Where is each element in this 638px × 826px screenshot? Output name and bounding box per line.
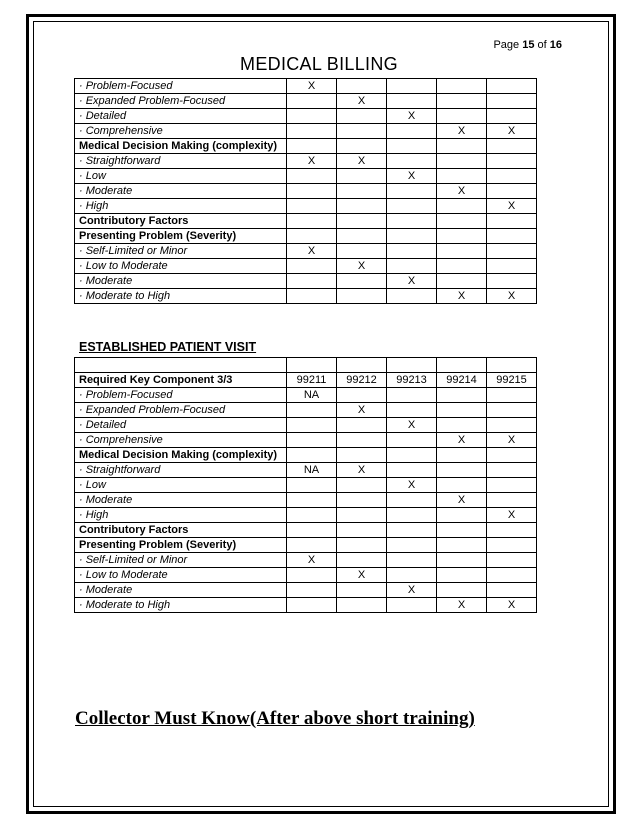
table-cell — [337, 478, 387, 493]
table-cell — [437, 463, 487, 478]
table-cell — [487, 109, 537, 124]
row-label: · Low to Moderate — [75, 259, 287, 274]
row-label: · Moderate — [75, 274, 287, 289]
table-row — [75, 109, 537, 124]
table-cell — [487, 79, 537, 94]
table-cell — [487, 568, 537, 583]
table-cell — [437, 403, 487, 418]
row-label: · High — [75, 199, 287, 214]
table-cell — [287, 418, 337, 433]
table-cell — [487, 214, 537, 229]
table-cell — [287, 214, 337, 229]
row-heading: Contributory Factors — [75, 523, 287, 538]
table-cell — [287, 229, 337, 244]
row-label: · Moderate to High — [75, 289, 287, 304]
table-cell — [287, 538, 337, 553]
table-cell: X — [287, 244, 337, 259]
row-label: · Self-Limited or Minor — [75, 244, 287, 259]
table-cell — [337, 433, 387, 448]
table-cell — [337, 79, 387, 94]
table-cell: X — [487, 289, 537, 304]
table-cell: X — [387, 418, 437, 433]
table-cell — [387, 184, 437, 199]
table-cell: X — [487, 508, 537, 523]
table-cell — [487, 358, 537, 373]
table-row — [75, 523, 537, 538]
table-row — [75, 388, 537, 403]
row-label: · Straightforward — [75, 154, 287, 169]
table-cell — [287, 124, 337, 139]
table-cell: X — [437, 124, 487, 139]
table-cell — [487, 169, 537, 184]
table-row — [75, 214, 537, 229]
row-label: · Detailed — [75, 418, 287, 433]
table-cell — [437, 568, 487, 583]
table-cell: 99211 — [287, 373, 337, 388]
table-cell: X — [437, 598, 487, 613]
table-cell — [337, 109, 387, 124]
table-cell — [487, 274, 537, 289]
table-cell — [387, 508, 437, 523]
table-cell — [387, 199, 437, 214]
table-cell: X — [337, 259, 387, 274]
table-row — [75, 289, 537, 304]
row-heading: Presenting Problem (Severity) — [75, 229, 287, 244]
table-cell — [337, 229, 387, 244]
table-row — [75, 568, 537, 583]
table-cell — [437, 583, 487, 598]
table-cell: X — [487, 433, 537, 448]
row-heading: Presenting Problem (Severity) — [75, 538, 287, 553]
table-cell — [437, 538, 487, 553]
table-row — [75, 448, 537, 463]
table-row — [75, 259, 537, 274]
table-cell — [287, 583, 337, 598]
table-cell — [337, 139, 387, 154]
table-cell — [337, 583, 387, 598]
table-cell — [387, 289, 437, 304]
table-cell: X — [437, 493, 487, 508]
table-cell — [437, 508, 487, 523]
table-cell — [287, 199, 337, 214]
table-cell — [387, 493, 437, 508]
row-label: · High — [75, 508, 287, 523]
table-cell — [387, 538, 437, 553]
table-cell: X — [387, 169, 437, 184]
table-cell — [437, 79, 487, 94]
row-label: · Low to Moderate — [75, 568, 287, 583]
table-cell — [437, 94, 487, 109]
table-cell — [337, 214, 387, 229]
table-cell — [387, 463, 437, 478]
table-cell: 99212 — [337, 373, 387, 388]
table-cell: 99213 — [387, 373, 437, 388]
table-cell — [337, 184, 387, 199]
table-cell — [287, 259, 337, 274]
table-cell — [337, 493, 387, 508]
table-row — [75, 403, 537, 418]
table-cell — [387, 433, 437, 448]
table-cell — [287, 184, 337, 199]
table-cell: X — [287, 154, 337, 169]
table-cell — [287, 448, 337, 463]
table-cell: X — [337, 403, 387, 418]
table-row — [75, 274, 537, 289]
row-label: · Moderate to High — [75, 598, 287, 613]
row-label: · Expanded Problem-Focused — [75, 403, 287, 418]
table-cell — [487, 244, 537, 259]
table-cell — [337, 124, 387, 139]
table-row — [75, 418, 537, 433]
table-cell: X — [287, 79, 337, 94]
table-row — [75, 493, 537, 508]
table-cell — [337, 244, 387, 259]
table-cell — [387, 553, 437, 568]
table-cell: 99214 — [437, 373, 487, 388]
table-cell — [437, 244, 487, 259]
table-cell — [437, 139, 487, 154]
table-cell — [437, 259, 487, 274]
table-cell — [387, 259, 437, 274]
document-title: MEDICAL BILLING — [240, 54, 398, 74]
table-cell — [437, 478, 487, 493]
table-cell — [337, 388, 387, 403]
table-cell — [337, 169, 387, 184]
row-label: · Low — [75, 169, 287, 184]
table-cell — [437, 229, 487, 244]
table-cell — [387, 598, 437, 613]
table-cell — [487, 478, 537, 493]
table-cell — [337, 523, 387, 538]
table-cell — [437, 169, 487, 184]
table-cell — [337, 538, 387, 553]
table-cell — [437, 448, 487, 463]
table-cell: X — [387, 583, 437, 598]
table-cell — [487, 418, 537, 433]
table-cell: X — [387, 478, 437, 493]
table-row — [75, 583, 537, 598]
row-heading: Medical Decision Making (complexity) — [75, 448, 287, 463]
table-cell — [437, 358, 487, 373]
table-cell — [337, 598, 387, 613]
table-cell — [387, 388, 437, 403]
complexity-table-new-patient — [74, 78, 537, 304]
table-cell — [387, 229, 437, 244]
row-heading: Contributory Factors — [75, 214, 287, 229]
table-row — [75, 154, 537, 169]
table-cell — [387, 139, 437, 154]
table-cell — [337, 358, 387, 373]
table-cell — [487, 463, 537, 478]
table-cell — [487, 403, 537, 418]
table-row — [75, 553, 537, 568]
row-label: · Moderate — [75, 583, 287, 598]
table-cell — [437, 418, 487, 433]
row-label: · Detailed — [75, 109, 287, 124]
table-cell — [387, 523, 437, 538]
table-cell: X — [337, 463, 387, 478]
table-cell — [437, 523, 487, 538]
table-cell: X — [487, 124, 537, 139]
row-label — [75, 358, 287, 373]
row-label: · Problem-Focused — [75, 79, 287, 94]
row-heading: Required Key Component 3/3 — [75, 373, 287, 388]
table-row — [75, 199, 537, 214]
row-label: · Low — [75, 478, 287, 493]
table-cell — [437, 154, 487, 169]
complexity-table-established-patient — [74, 357, 537, 613]
table-row — [75, 373, 537, 388]
table-cell — [337, 553, 387, 568]
table-cell: X — [487, 598, 537, 613]
table-row — [75, 184, 537, 199]
row-label: · Comprehensive — [75, 124, 287, 139]
table-row — [75, 94, 537, 109]
table-cell — [287, 109, 337, 124]
table-row — [75, 478, 537, 493]
table-cell — [387, 358, 437, 373]
table-cell — [287, 493, 337, 508]
table-cell — [337, 508, 387, 523]
table-cell: NA — [287, 388, 337, 403]
table-cell — [387, 403, 437, 418]
row-label: · Moderate — [75, 493, 287, 508]
table-cell: 99215 — [487, 373, 537, 388]
table-cell: X — [287, 553, 337, 568]
table-cell — [487, 448, 537, 463]
table-cell — [437, 199, 487, 214]
table-cell — [487, 523, 537, 538]
row-label: · Expanded Problem-Focused — [75, 94, 287, 109]
table-cell — [337, 199, 387, 214]
table-cell — [437, 214, 487, 229]
table-cell — [337, 289, 387, 304]
table-row — [75, 229, 537, 244]
table-cell: X — [387, 274, 437, 289]
table-cell — [387, 214, 437, 229]
table-cell — [287, 358, 337, 373]
table-cell — [487, 139, 537, 154]
page-number: Page 15 of 16 — [493, 39, 562, 51]
section-title-established-patient: ESTABLISHED PATIENT VISIT — [79, 340, 257, 354]
table-cell — [287, 274, 337, 289]
table-row — [75, 538, 537, 553]
row-label: · Self-Limited or Minor — [75, 553, 287, 568]
table-row — [75, 139, 537, 154]
table-cell — [487, 154, 537, 169]
table-cell — [437, 553, 487, 568]
row-label: · Problem-Focused — [75, 388, 287, 403]
table-cell — [337, 448, 387, 463]
table-cell — [387, 244, 437, 259]
table-cell — [387, 79, 437, 94]
row-label: · Comprehensive — [75, 433, 287, 448]
table-cell — [287, 289, 337, 304]
table-cell — [487, 259, 537, 274]
table-cell — [487, 94, 537, 109]
table-row — [75, 508, 537, 523]
table-cell — [387, 154, 437, 169]
table-row — [75, 244, 537, 259]
table-cell — [287, 598, 337, 613]
row-heading: Medical Decision Making (complexity) — [75, 139, 287, 154]
table-row — [75, 79, 537, 94]
table-cell — [287, 433, 337, 448]
row-label: · Straightforward — [75, 463, 287, 478]
table-cell — [287, 139, 337, 154]
table-cell — [437, 388, 487, 403]
table-cell — [487, 493, 537, 508]
table-cell — [287, 94, 337, 109]
table-cell: X — [437, 184, 487, 199]
table-cell — [487, 553, 537, 568]
table-row — [75, 598, 537, 613]
table-cell — [487, 229, 537, 244]
table-cell — [487, 184, 537, 199]
table-cell: X — [387, 109, 437, 124]
table-row — [75, 124, 537, 139]
table-cell: X — [487, 199, 537, 214]
table-cell — [387, 448, 437, 463]
table-cell — [287, 478, 337, 493]
table-row — [75, 358, 537, 373]
table-row — [75, 463, 537, 478]
table-cell — [387, 568, 437, 583]
table-cell — [287, 508, 337, 523]
collector-heading: Collector Must Know(After above short training) — [75, 708, 475, 729]
table-row — [75, 433, 537, 448]
table-cell: NA — [287, 463, 337, 478]
table-cell — [487, 388, 537, 403]
table-cell — [287, 523, 337, 538]
table-cell — [287, 169, 337, 184]
table-cell — [287, 403, 337, 418]
table-cell — [437, 109, 487, 124]
table-cell — [337, 418, 387, 433]
table-cell — [437, 274, 487, 289]
table-cell — [337, 274, 387, 289]
table-cell: X — [337, 568, 387, 583]
table-cell: X — [437, 289, 487, 304]
table-cell — [287, 568, 337, 583]
table-row — [75, 169, 537, 184]
table-cell: X — [437, 433, 487, 448]
table-cell — [487, 583, 537, 598]
table-cell — [387, 94, 437, 109]
table-cell: X — [337, 94, 387, 109]
table-cell: X — [337, 154, 387, 169]
table-cell — [487, 538, 537, 553]
table-cell — [387, 124, 437, 139]
row-label: · Moderate — [75, 184, 287, 199]
